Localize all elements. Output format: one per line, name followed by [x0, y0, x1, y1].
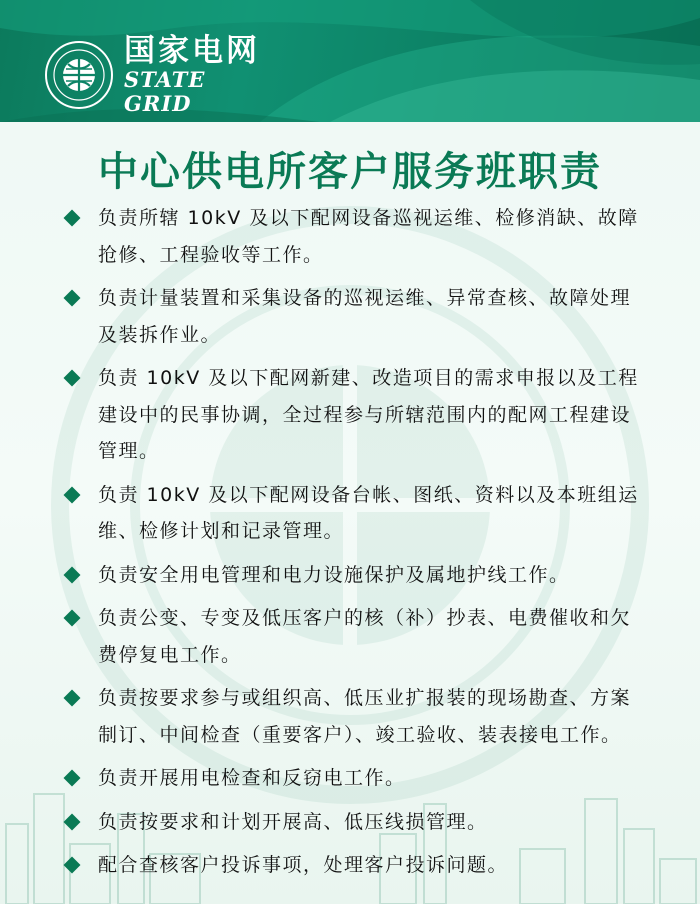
duty-item [64, 360, 649, 470]
diamond-bullet-icon [64, 770, 81, 787]
diamond-bullet-icon [64, 690, 81, 707]
duty-text: 负责按要求参与或组织高、低压业扩报装的现场勘查、方案制订、中间检查（重要客户）、竣工验收、装表接电工作。 [98, 687, 632, 746]
duty-text: 负责安全用电管理和电力设施保护及属地护线工作。 [98, 563, 570, 586]
duty-text: 负责开展用电检查和反窃电工作。 [98, 767, 406, 789]
diamond-bullet-icon [64, 857, 81, 874]
duty-item [64, 804, 649, 841]
header-banner [0, 0, 700, 122]
duty-text: 负责计量装置和采集设备的巡视运维、异常查核、故障处理及装拆作业。 [98, 287, 632, 346]
brand-name-en: STATE GRID [124, 67, 206, 116]
duty-item [64, 557, 649, 594]
duty-text: 负责所辖 10kV 及以下配网设备巡视运维、检修消缺、故障抢修、工程验收等工作。 [98, 207, 639, 266]
brand-name-cn: 国家电网 [124, 33, 260, 69]
duty-item [64, 600, 649, 673]
diamond-bullet-icon [64, 610, 81, 627]
duty-text: 负责 10kV 及以下配网新建、改造项目的需求申报以及工程建设中的民事协调，全过程参与所辖范围内的配网工程建设管理。 [98, 367, 639, 462]
diamond-bullet-icon [64, 486, 81, 503]
duty-text: 配合查核客户投诉事项，处理客户投诉问题。 [98, 854, 509, 876]
state-grid-logo [44, 33, 268, 116]
diamond-bullet-icon [64, 566, 81, 583]
duty-item [64, 847, 649, 884]
diamond-bullet-icon [64, 813, 81, 830]
duty-item [64, 760, 649, 797]
duty-item [64, 477, 649, 550]
duty-item [64, 200, 649, 273]
duty-list [64, 200, 649, 891]
page-title: 中心供电所客户服务班职责 [98, 149, 602, 195]
duty-item [64, 280, 649, 353]
state-grid-globe-icon [44, 40, 114, 110]
duty-text: 负责按要求和计划开展高、低压线损管理。 [98, 810, 488, 833]
duty-text: 负责 10kV 及以下配网设备台帐、图纸、资料以及本班组运维、检修计划和记录管理。 [98, 483, 639, 542]
diamond-bullet-icon [64, 370, 81, 387]
duty-item [64, 680, 649, 753]
diamond-bullet-icon [64, 210, 81, 227]
diamond-bullet-icon [64, 290, 81, 307]
duty-text: 负责公变、专变及低压客户的核（补）抄表、电费催收和欠费停复电工作。 [98, 607, 632, 666]
